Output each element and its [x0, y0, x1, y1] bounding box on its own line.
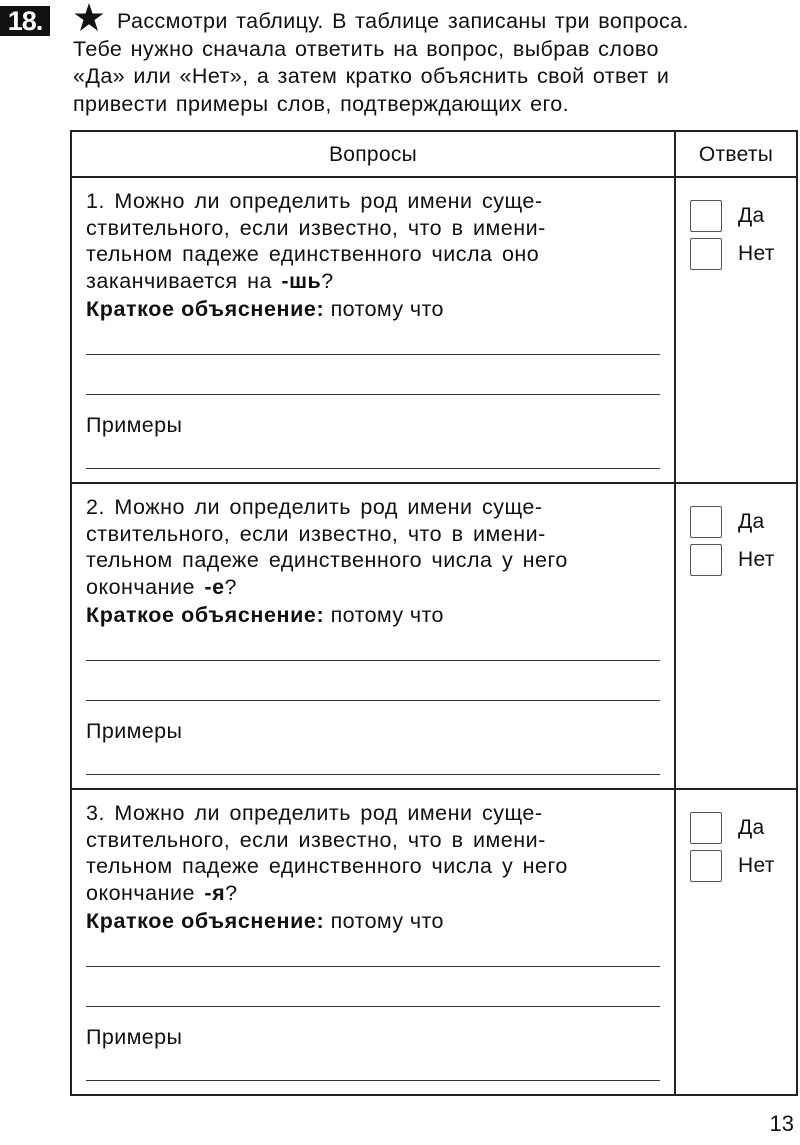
question-row-3	[72, 790, 796, 1096]
no-label: Нет	[738, 548, 775, 571]
question-cell	[72, 178, 674, 482]
answer-line[interactable]	[86, 700, 660, 701]
answer-yes-option[interactable]	[690, 506, 790, 540]
answer-line[interactable]	[86, 966, 660, 967]
yes-checkbox[interactable]	[690, 200, 722, 232]
examples-line[interactable]	[86, 1080, 660, 1081]
examples-line[interactable]	[86, 774, 660, 775]
task-number-badge: 18.	[0, 6, 50, 36]
no-checkbox[interactable]	[690, 238, 722, 270]
question-cell	[72, 484, 674, 788]
task-instruction: Рассмотри таблицу. В таблице записаны три вопроса. Тебе нужно сначала ответить на вопрос, выбрав слово «Да» или «Нет», а затем кратко объяснить свой ответ и привести примеры слов, подтверждающих его.	[73, 9, 689, 116]
examples-label: Примеры	[86, 719, 183, 743]
question-text: 2. Можно ли определить род имени суще- ствительного, если известно, что в имени- тельном падеже единственного числа у него окончание -е?	[86, 495, 568, 599]
table-header-row	[72, 132, 796, 178]
yes-label: Да	[738, 510, 765, 533]
no-label: Нет	[738, 242, 775, 265]
page-number: 13	[769, 1111, 794, 1136]
question-text: 3. Можно ли определить род имени суще- ствительного, если известно, что в имени- тельном падеже единственного числа у него окончание -я?	[86, 801, 568, 905]
ending-highlight: -я	[204, 880, 226, 905]
examples-label: Примеры	[86, 413, 183, 437]
question-row-2	[72, 484, 796, 790]
answer-line[interactable]	[86, 394, 660, 395]
examples-line[interactable]	[86, 468, 660, 469]
no-checkbox[interactable]	[690, 544, 722, 576]
yes-label: Да	[738, 816, 765, 839]
examples-label: Примеры	[86, 1025, 183, 1049]
yes-label: Да	[738, 204, 765, 227]
explanation-prompt: Краткое объяснение: потому что	[86, 909, 444, 933]
answer-yes-option[interactable]	[690, 812, 790, 846]
task-header	[0, 0, 800, 120]
explanation-prompt: Краткое объяснение: потому что	[86, 297, 444, 321]
no-label: Нет	[738, 854, 775, 877]
no-checkbox[interactable]	[690, 850, 722, 882]
answer-line[interactable]	[86, 660, 660, 661]
answer-cell	[674, 790, 796, 1096]
question-cell	[72, 790, 674, 1096]
yes-checkbox[interactable]	[690, 506, 722, 538]
answer-no-option[interactable]	[690, 850, 790, 884]
yes-checkbox[interactable]	[690, 812, 722, 844]
explanation-prompt: Краткое объяснение: потому что	[86, 603, 444, 627]
ending-highlight: -е	[204, 574, 225, 599]
question-text: 1. Можно ли определить род имени суще- ствительного, если известно, что в имени- тельном падеже единственного числа оно заканчивается на -шь?	[86, 189, 546, 293]
answer-no-option[interactable]	[690, 238, 790, 272]
answer-yes-option[interactable]	[690, 200, 790, 234]
answer-line[interactable]	[86, 354, 660, 355]
answer-cell	[674, 178, 796, 482]
question-row-1	[72, 178, 796, 484]
answer-line[interactable]	[86, 1006, 660, 1007]
questions-table	[70, 130, 798, 1096]
answer-cell	[674, 484, 796, 788]
ending-highlight: -шь	[281, 268, 322, 293]
answer-no-option[interactable]	[690, 544, 790, 578]
header-answers: Ответы	[674, 132, 796, 176]
header-questions: Вопросы	[328, 143, 418, 166]
